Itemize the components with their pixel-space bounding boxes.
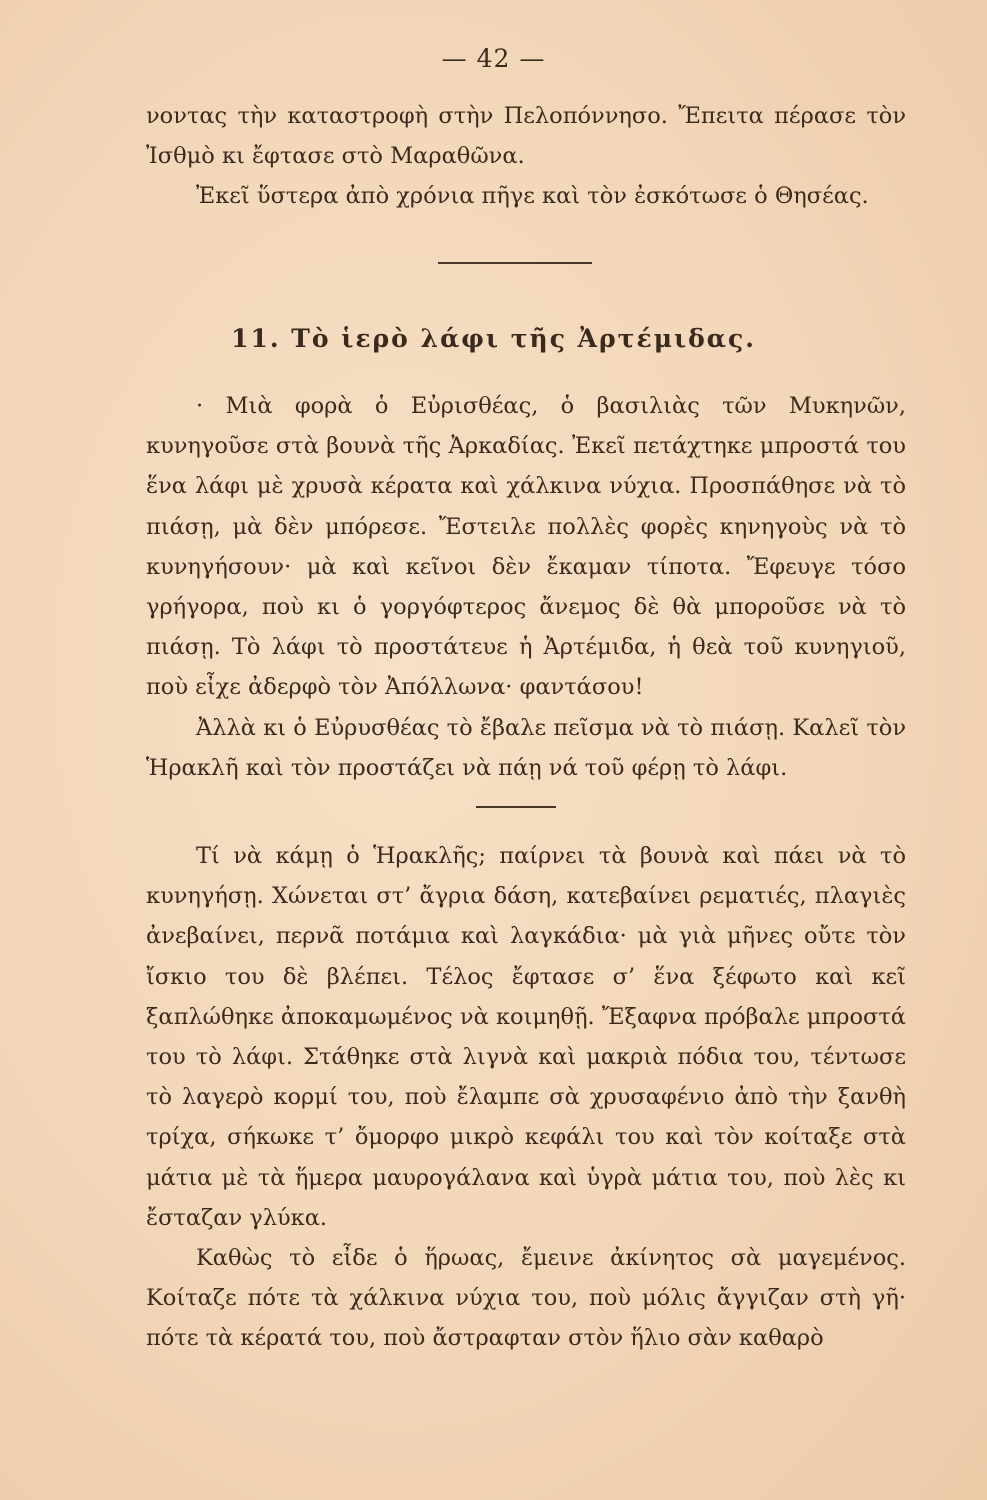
paragraph: Καθὼς τὸ εἶδε ὁ ἥρωας, ἔμεινε ἀκίνητος σὰ μαγεμένος. Κοίταζε πότε τὰ χάλκινα νύχια του, ποὺ μόλις ἄγγιζαν στὴ γῆ· πότε τὰ κέρατά του, ποὺ ἄστραφταν στὸν ἥλιο σὰν καθαρὸ	[146, 1245, 906, 1352]
paragraph: Ἐκεῖ ὕστερα ἀπὸ χρόνια πῆγε καὶ τὸν ἐσκότωσε ὁ Θησέας.	[196, 183, 869, 210]
paragraph: Ἀλλὰ κι ὁ Εὐρυσθέας τὸ ἔβαλε πεῖσμα νὰ τὸ πιάσῃ. Καλεῖ τὸν Ἡρακλῆ καὶ τὸν προστάζει νὰ πάῃ νά τοῦ φέρῃ τὸ λάφι.	[146, 714, 906, 781]
paragraph: Τί νὰ κάμῃ ὁ Ἡρακλῆς; παίρνει τὰ βουνὰ καὶ πάει νὰ τὸ κυνηγήσῃ. Χώνεται στ’ ἄγρια δάση, κατεβαίνει ρεματιές, πλαγιὲς ἀνεβαίνει, περνᾶ ποτάμια καὶ λαγκάδια· μὰ γιὰ μῆνες οὔτε τὸν ἴσκιο του δὲ βλέπει. Τέλος ἔφτασε σ’ ἕνα ξέφωτο καὶ κεῖ ξαπλώθηκε ἀποκαμωμένος νὰ κοιμηθῇ. Ἔξαφνα πρόβαλε μπροστά του τὸ λάφι. Στάθηκε στὰ λιγνὰ καὶ μακριὰ πόδια του, τέντωσε τὸ λαγερὸ κορμί του, ποὺ ἔλαμπε σὰ χρυσαφένιο ἀπὸ τὴν ξανθὴ τρίχα, σήκωκε τ’ ὄμορφο μικρὸ κεφάλι του καὶ τὸν κοίταξε στὰ μάτια μὲ τὰ ἥμερα μαυρογάλανα καὶ ὑγρὰ μάτια του, ποὺ λὲς κι ἔσταζαν γλύκα.	[146, 843, 906, 1231]
top-section	[146, 96, 906, 217]
chapter-heading: 11. Τὸ ἱερὸ λάφι τῆς Ἀρτέμιδας.	[231, 324, 756, 353]
page-number: — 42 —	[441, 44, 546, 73]
section-two	[146, 836, 906, 1359]
paragraph: νοντας τὴν καταστροφὴ στὴν Πελοπόννησο. Ἔπειτα πέρασε τὸν Ἰσθμὸ κι ἔφτασε στὸ Μαραθῶνα.	[146, 103, 906, 170]
section-one	[146, 386, 906, 788]
section-divider	[476, 806, 556, 808]
paragraph: · Μιὰ φορὰ ὁ Εὐρισθέας, ὁ βασιλιὰς τῶν Μυκηνῶν, κυνηγοῦσε στὰ βουνὰ τῆς Ἀρκαδίας. Ἐκεῖ πετάχτηκε μπροστά του ἕνα λάφι μὲ χρυσὰ κέρατα καὶ χάλκινα νύχια. Προσπάθησε νὰ τὸ πιάσῃ, μὰ δὲν μπόρεσε. Ἔστειλε πολλὲς φορὲς κηνηγοὺς νὰ τὸ κυνηγήσουν· μὰ καὶ κεῖνοι δὲν ἔκαμαν τίποτα. Ἔφευγε τόσο γρήγορα, ποὺ κι ὁ γοργόφτερος ἄνεμος δὲ θὰ μποροῦσε νὰ τὸ πιάσῃ. Τὸ λάφι τὸ προστάτευε ἡ Ἀρτέμιδα, ἡ θεὰ τοῦ κυνηγιοῦ, ποὺ εἶχε ἀδερφὸ τὸν Ἀπόλλωνα· φαντάσου!	[146, 393, 906, 701]
section-divider	[438, 262, 592, 264]
